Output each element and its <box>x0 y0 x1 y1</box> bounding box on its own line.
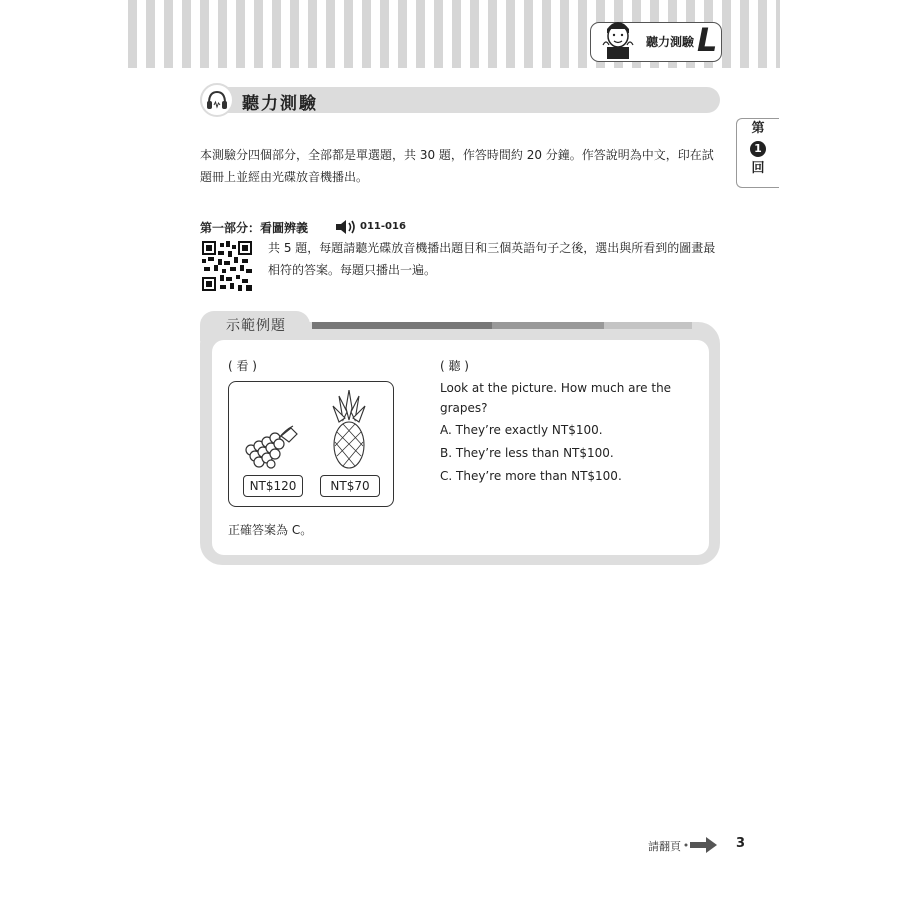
arrow-right-icon <box>684 836 718 854</box>
look-label: ( 看 ) <box>228 359 257 373</box>
headphones-icon <box>200 83 234 117</box>
part1-heading: 第一部分：看圖辨義 <box>200 221 309 235</box>
tab-underline-light <box>604 322 692 329</box>
grapes-illustration <box>241 420 305 470</box>
page-number: 3 <box>736 836 746 851</box>
intro-paragraph: 本測驗分四個部分，全部都是單選題，共 30 題，作答時間約 20 分鐘。作答說明為中文，印在試題冊上並經由光碟放音機播出。 <box>200 148 714 184</box>
round-tab-top: 第 <box>751 121 765 136</box>
boy-face-icon <box>601 15 635 59</box>
qr-code-icon[interactable] <box>202 241 252 291</box>
option-a: A. They’re exactly NT$100. <box>440 423 603 437</box>
pineapple-illustration <box>329 390 369 470</box>
price-label-grapes: NT$120 <box>243 475 303 497</box>
section-title: 聽力測驗 <box>242 94 318 114</box>
tab-underline-dark <box>312 322 492 329</box>
next-page-label: 請翻頁 <box>648 840 681 853</box>
question-text: Look at the picture. How much are the grapes? <box>440 381 672 415</box>
speaker-icon <box>335 219 357 235</box>
chapter-badge <box>590 22 722 62</box>
correct-answer: 正確答案為 C。 <box>228 523 313 537</box>
round-tab-bottom: 回 <box>751 161 765 176</box>
tab-underline-mid <box>492 322 604 329</box>
price-label-pineapple: NT$70 <box>320 475 380 497</box>
section-title-bar <box>200 87 720 113</box>
option-b: B. They’re less than NT$100. <box>440 446 614 460</box>
listen-label: ( 聽 ) <box>440 359 469 373</box>
round-tab <box>736 118 779 188</box>
track-number: 011-016 <box>360 221 406 232</box>
round-number: 1 <box>750 141 766 157</box>
example-tab-label: 示範例題 <box>226 318 286 334</box>
option-c: C. They’re more than NT$100. <box>440 469 622 483</box>
badge-letter: L <box>697 21 718 59</box>
part1-description: 共 5 題，每題請聽光碟放音機播出題目和三個英語句子之後，選出與所看到的圖畫最相符的答案。每題只播出一遍。 <box>268 241 716 277</box>
badge-title: 聽力測驗 <box>646 35 695 49</box>
